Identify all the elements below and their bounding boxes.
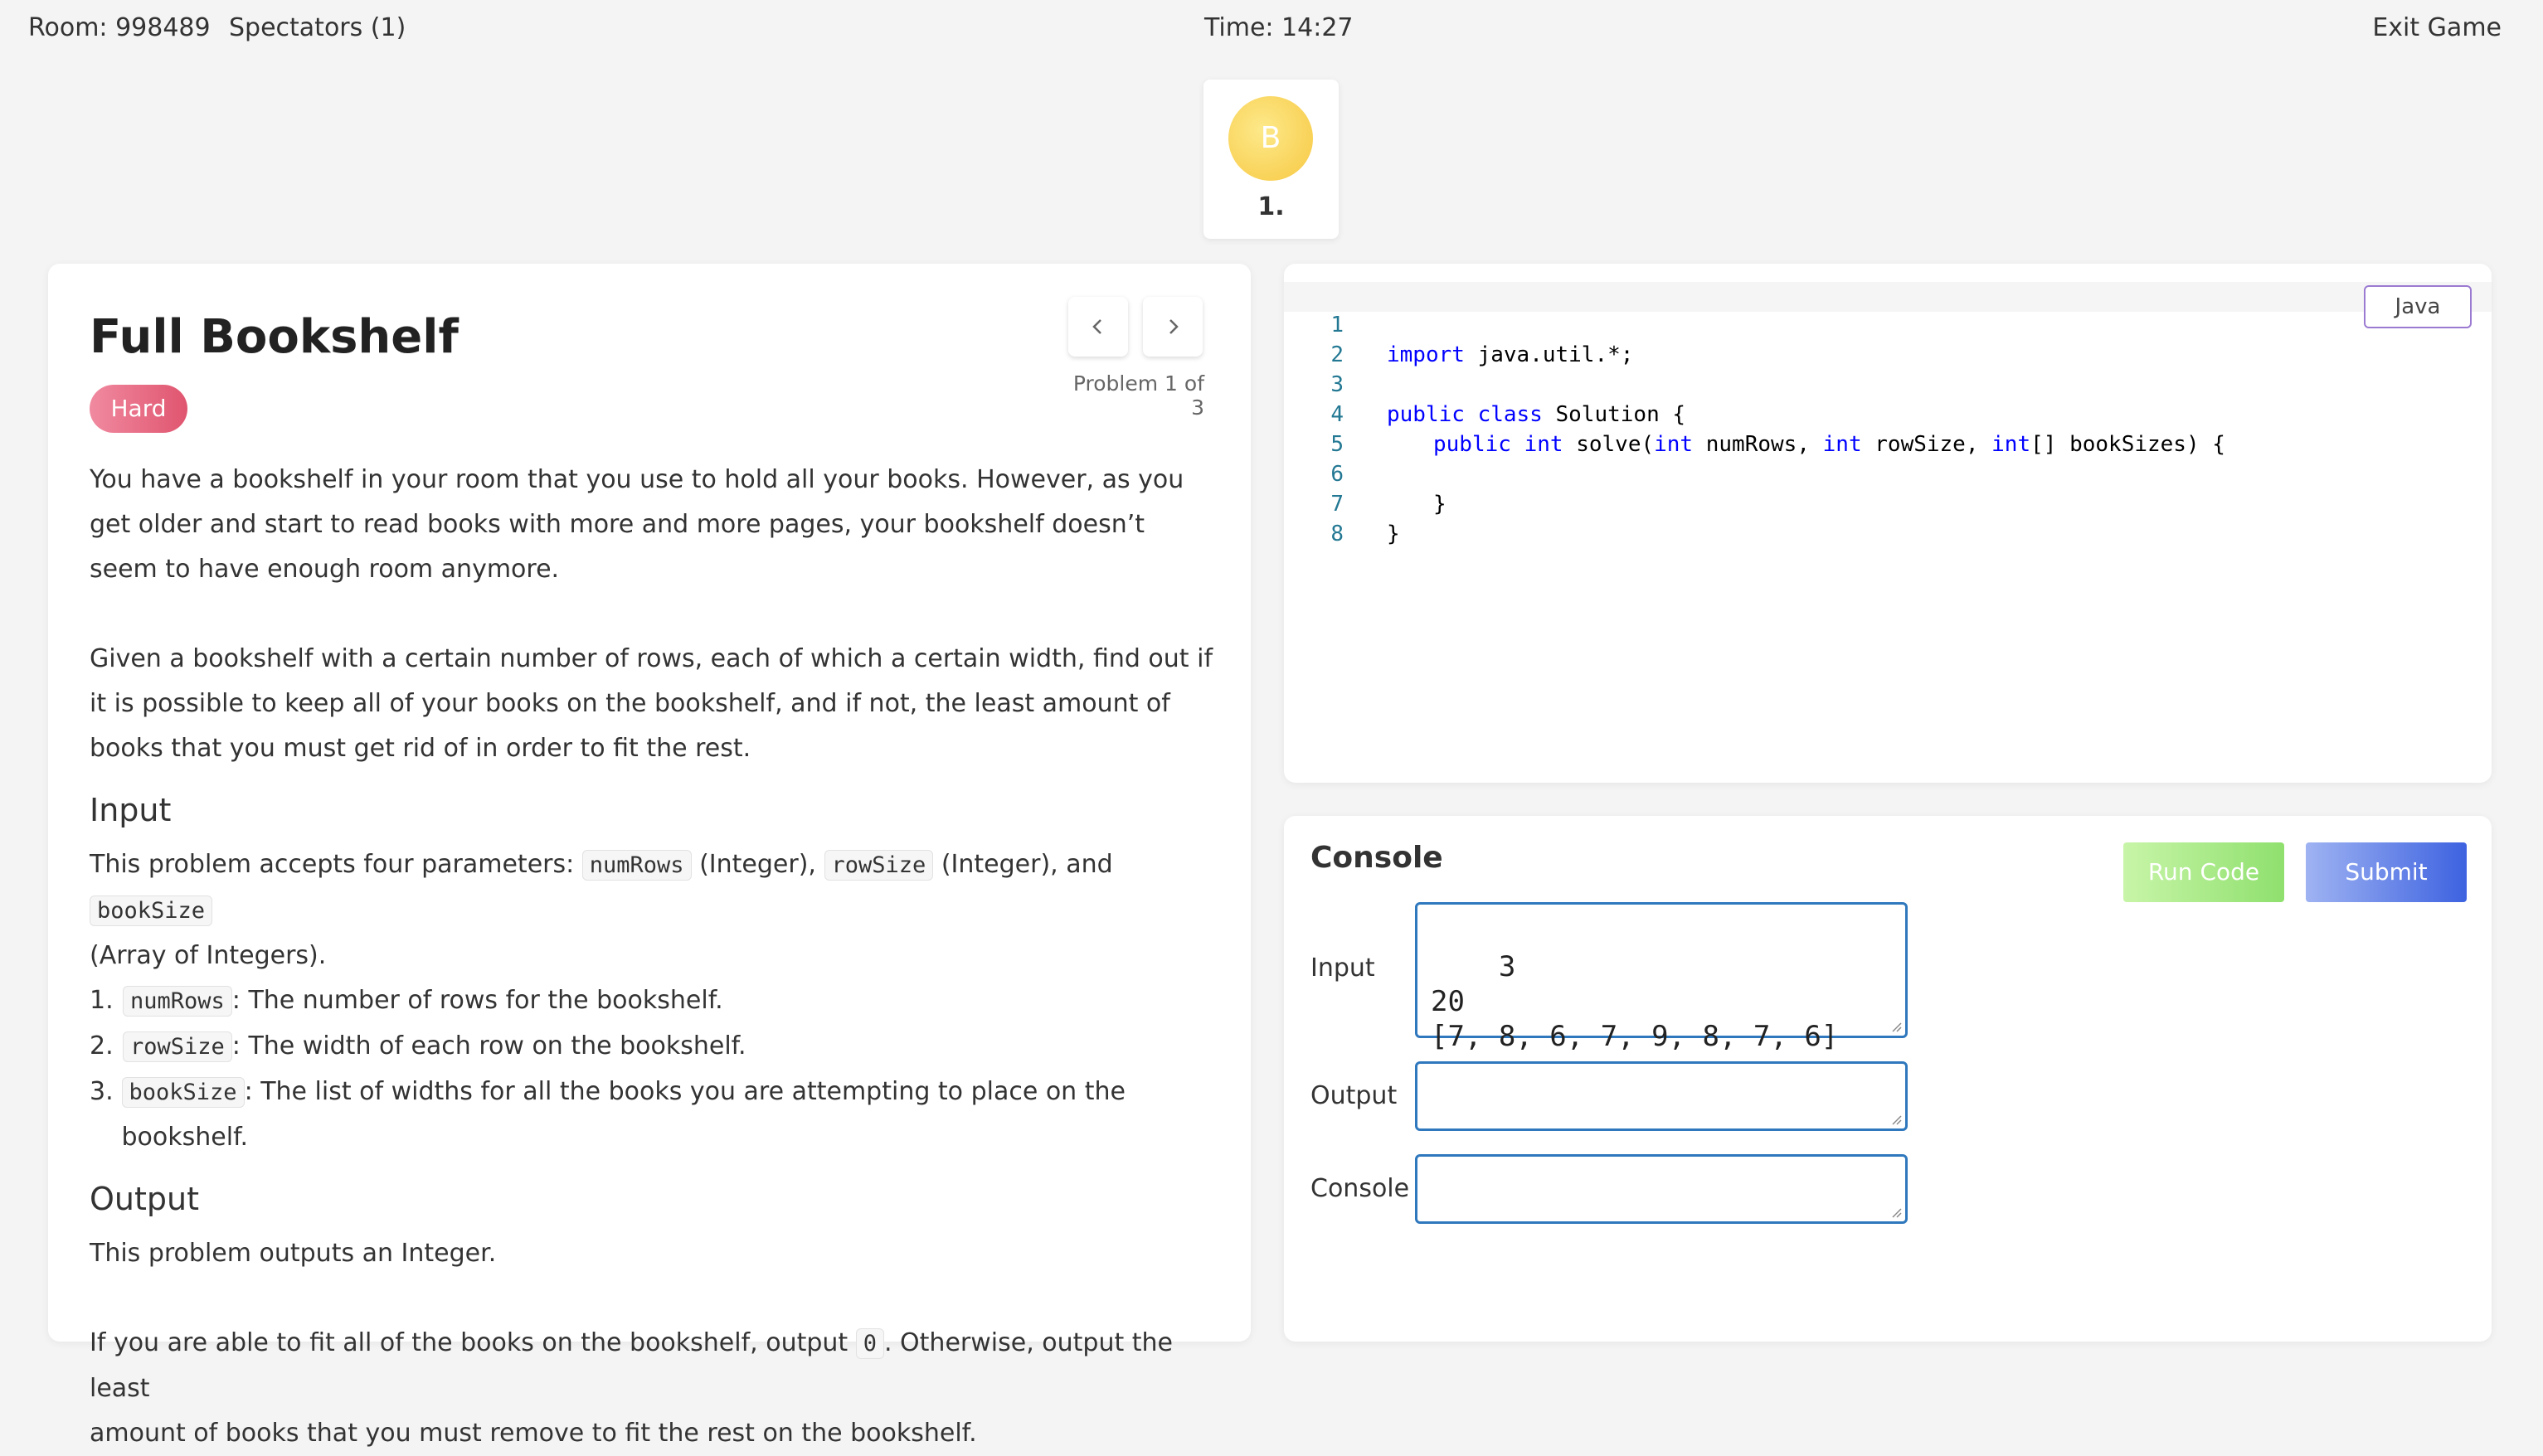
spectators-count[interactable]: Spectators (1) xyxy=(229,13,406,42)
line-number: 8 xyxy=(1330,522,1344,546)
code-line[interactable] xyxy=(1284,489,2492,546)
problem-title: Full Bookshelf xyxy=(90,310,459,364)
line-number: 6 xyxy=(1330,462,1344,487)
exit-game-button[interactable]: Exit Game xyxy=(2372,13,2502,42)
list-number: 3. xyxy=(90,1077,114,1106)
code-text: solve( xyxy=(1563,432,1655,457)
line-number: 1 xyxy=(1330,313,1344,337)
input-value: 3 20 [7, 8, 6, 7, 9, 8, 7, 6] xyxy=(1431,950,1839,1053)
line-number: 7 xyxy=(1330,492,1344,517)
line-number: 4 xyxy=(1330,402,1344,427)
list-text: : The width of each row on the bookshelf. xyxy=(231,1031,746,1060)
problem-description xyxy=(90,458,1218,1456)
list-item xyxy=(90,978,1218,1024)
resize-grip-icon[interactable] xyxy=(1890,1114,1902,1125)
line-number: 3 xyxy=(1330,372,1344,397)
keyword: import xyxy=(1387,342,1465,367)
list-item xyxy=(90,1024,1218,1070)
param-code: bookSize xyxy=(90,895,212,926)
code-line[interactable] xyxy=(1284,280,2492,367)
param-code: rowSize xyxy=(123,1031,232,1062)
input-intro xyxy=(90,842,1218,978)
text: (Integer), xyxy=(691,850,824,879)
input-heading: Input xyxy=(90,792,172,828)
output-detail xyxy=(90,1321,1218,1456)
description-paragraph: Given a bookshelf with a certain number of rows, each of which a certain width, find out if it is possible to keep all of your books on the bookshelf, and if not, the least amount of books that you must get rid of in order to fit the rest. xyxy=(90,644,1213,763)
param-code: rowSize xyxy=(824,850,934,881)
text: (Array of Integers). xyxy=(90,941,327,970)
chevron-left-icon xyxy=(1088,317,1108,337)
submit-button[interactable]: Submit xyxy=(2306,842,2467,902)
list-item xyxy=(90,1070,1218,1160)
code-text: Solution { xyxy=(1542,402,1686,427)
run-code-button[interactable]: Run Code xyxy=(2123,842,2284,902)
code-text: rowSize, xyxy=(1861,432,1992,457)
console-textarea[interactable] xyxy=(1415,1154,1908,1224)
timer: Time: 14:27 xyxy=(1204,13,1354,42)
player-card xyxy=(1203,80,1339,239)
input-textarea[interactable] xyxy=(1415,902,1908,1053)
output-heading: Output xyxy=(90,1181,199,1217)
param-code: bookSize xyxy=(122,1077,245,1108)
text: This problem accepts four parameters: xyxy=(90,850,582,879)
param-code: numRows xyxy=(123,986,232,1017)
input-label: Input xyxy=(1310,954,1375,983)
text: amount of books that you must remove to fit the rest on the bookshelf. xyxy=(90,1419,977,1448)
output-text: This problem outputs an Integer. xyxy=(90,1239,497,1268)
text: (Integer), and xyxy=(933,850,1113,879)
keyword: int xyxy=(1822,432,1862,457)
difficulty-badge: Hard xyxy=(90,385,187,433)
player-rank: 1. xyxy=(1257,192,1285,221)
top-bar xyxy=(0,0,2543,61)
avatar: B xyxy=(1228,96,1313,181)
previous-problem-button[interactable] xyxy=(1068,297,1128,357)
language-select[interactable]: Java xyxy=(2364,285,2472,328)
code-text: } xyxy=(1433,492,1447,517)
line-number: 5 xyxy=(1330,432,1344,457)
problem-panel xyxy=(48,264,1251,1448)
code-editor[interactable] xyxy=(1284,264,2492,783)
keyword: public int xyxy=(1433,432,1563,457)
line-number: 2 xyxy=(1330,342,1344,367)
problem-counter: Problem 1 of 3 xyxy=(1072,371,1204,420)
code-line[interactable] xyxy=(1284,459,2492,546)
code-line[interactable] xyxy=(1284,340,2492,427)
keyword: public class xyxy=(1387,402,1543,427)
code-text: numRows, xyxy=(1693,432,1823,457)
text: . Otherwise, output the least xyxy=(90,1328,1173,1403)
resize-grip-icon[interactable] xyxy=(1890,1206,1902,1218)
list-number: 2. xyxy=(90,1031,114,1060)
console-label: Console xyxy=(1310,1174,1410,1203)
code-text: } xyxy=(1387,522,1400,546)
output-textarea[interactable] xyxy=(1415,1061,1908,1131)
list-text: : The list of widths for all the books you are attempting to place on the bookshelf. xyxy=(121,1077,1126,1152)
console-panel xyxy=(1284,816,2492,1342)
code-text: [] bookSizes) { xyxy=(2030,432,2225,457)
room-id: Room: 998489 xyxy=(28,13,211,42)
list-number: 1. xyxy=(90,986,114,1015)
param-code: numRows xyxy=(582,850,692,881)
param-code: 0 xyxy=(856,1328,884,1359)
code-text: java.util.*; xyxy=(1464,342,1634,367)
keyword: int xyxy=(1654,432,1694,457)
text: If you are able to fit all of the books on the bookshelf, output xyxy=(90,1328,856,1357)
resize-grip-icon[interactable] xyxy=(1890,1021,1902,1032)
console-title: Console xyxy=(1310,841,1443,875)
keyword: int xyxy=(1991,432,2031,457)
description-paragraph: You have a bookshelf in your room that you use to hold all your books. However, as you get older and start to read books with more and more pages, your bookshelf doesn’t seem to have enough room anymore. xyxy=(90,465,1184,584)
list-text: : The number of rows for the bookshelf. xyxy=(231,986,723,1015)
next-problem-button[interactable] xyxy=(1143,297,1203,357)
output-label: Output xyxy=(1310,1081,1398,1110)
chevron-right-icon xyxy=(1163,317,1183,337)
code-line[interactable] xyxy=(1284,430,2492,517)
